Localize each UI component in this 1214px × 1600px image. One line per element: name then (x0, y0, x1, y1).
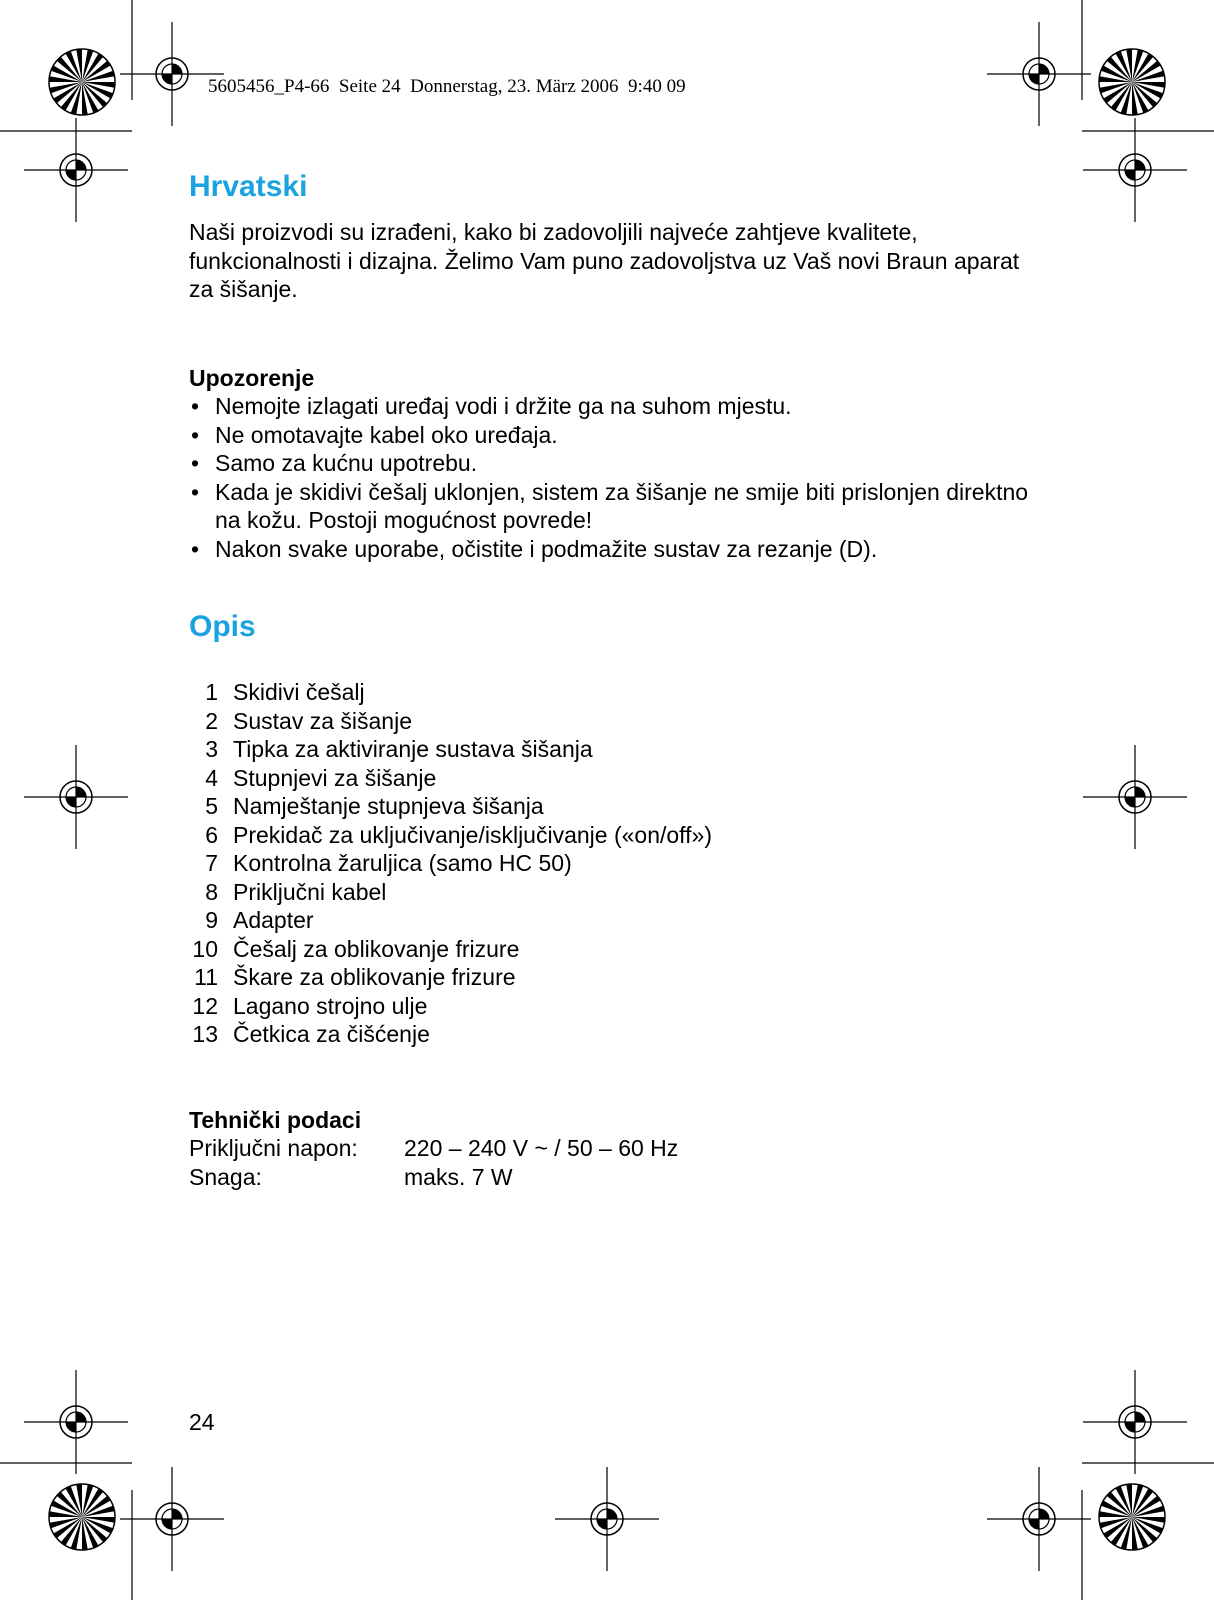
spec-value: maks. 7 W (404, 1163, 513, 1190)
warning-item-text: Kada je skidivi češalj uklonjen, sistem za šišanje ne smije biti prislonjen direktno na kožu. Postoji mogućnost povrede! (215, 478, 1029, 533)
item-label: Priključni kabel (233, 878, 387, 905)
item-label: Prekidač za uključivanje/isključivanje («on/off») (233, 821, 712, 848)
item-number: 11 (194, 964, 218, 990)
warning-item-text: Nemojte izlagati uređaj vodi i držite ga na suhom mjestu. (215, 393, 792, 419)
warning-item (189, 535, 1039, 564)
warning-list (189, 392, 1039, 563)
warning-heading: Upozorenje (189, 365, 315, 391)
item-number: 1 (205, 679, 218, 705)
registration-crosshair-icon (24, 745, 128, 849)
list-item (189, 878, 712, 907)
starburst-target-icon (1099, 49, 1165, 115)
item-number: 8 (205, 878, 218, 905)
list-item (189, 735, 712, 764)
list-item (189, 707, 712, 736)
list-item (189, 1020, 712, 1049)
item-label: Namještanje stupnjeva šišanja (233, 793, 544, 819)
item-label: Češalj za oblikovanje frizure (233, 935, 520, 962)
list-item (189, 678, 712, 707)
list-item (189, 906, 712, 935)
starburst-target-icon (49, 49, 115, 115)
warning-item-text: Nakon svake uporabe, očistite i podmažite sustav za rezanje (D). (215, 535, 878, 562)
bullet: • (191, 478, 200, 505)
spec-label: Snaga: (189, 1163, 262, 1190)
bullet: • (191, 421, 200, 448)
spec-row-power (189, 1163, 678, 1192)
list-item (189, 849, 712, 878)
list-item (189, 764, 712, 793)
registration-crosshair-icon (987, 22, 1091, 126)
warning-item (189, 449, 1039, 478)
warning-item (189, 421, 1039, 450)
registration-crosshair-icon (987, 1467, 1091, 1571)
item-number: 12 (192, 992, 218, 1019)
item-label: Sustav za šišanje (233, 707, 412, 734)
list-item (189, 792, 712, 821)
item-label: Kontrolna žaruljica (samo HC 50) (233, 850, 572, 876)
page-number: 24 (189, 1409, 215, 1435)
warning-item-text: Samo za kućnu upotrebu. (215, 450, 478, 476)
intro-title: Hrvatski (189, 170, 308, 203)
print-slug: 5605456_P4-66 Seite 24 Donnerstag, 23. März 2006 9:40 09 (208, 76, 686, 97)
item-label: Adapter (233, 907, 314, 933)
item-number: 10 (192, 935, 218, 962)
intro-text: Naši proizvodi su izrađeni, kako bi zadovoljili najveće zahtjeve kvalitete, funkcionalnosti i dizajna. Želimo Vam puno zadovoljstva uz Vaš novi Braun aparat za šišanje. (189, 219, 1020, 302)
warning-item-text: Ne omotavajte kabel oko uređaja. (215, 421, 558, 448)
list-item (189, 963, 712, 992)
registration-crosshair-icon (120, 22, 224, 126)
item-number: 5 (205, 793, 218, 819)
item-label: Škare za oblikovanje frizure (233, 964, 516, 990)
bullet: • (191, 535, 200, 562)
item-number: 7 (205, 850, 218, 876)
registration-crosshair-icon (1083, 745, 1187, 849)
item-number: 3 (205, 736, 218, 762)
registration-crosshair-icon (120, 1467, 224, 1571)
item-number: 9 (205, 907, 218, 933)
item-number: 4 (205, 764, 218, 791)
item-label: Tipka za aktiviranje sustava šišanja (233, 736, 593, 762)
spec-value: 220 – 240 V ~ / 50 – 60 Hz (404, 1135, 679, 1161)
bullet: • (191, 450, 200, 476)
spec-label: Priključni napon: (189, 1135, 358, 1161)
registration-crosshair-icon (24, 1370, 128, 1474)
tech-specs (189, 1134, 678, 1191)
list-item (189, 992, 712, 1021)
starburst-target-icon (49, 1484, 115, 1550)
item-label: Skidivi češalj (233, 679, 365, 705)
warning-item (189, 392, 1039, 421)
registration-crosshair-icon (555, 1467, 659, 1571)
registration-crosshair-icon (24, 118, 128, 222)
warning-item (189, 478, 1039, 535)
registration-crosshair-icon (1083, 118, 1187, 222)
parts-list (189, 678, 712, 1049)
tech-heading: Tehnički podaci (189, 1107, 362, 1133)
registration-crosshair-icon (1083, 1370, 1187, 1474)
item-number: 6 (205, 821, 218, 848)
list-item (189, 821, 712, 850)
item-label: Stupnjevi za šišanje (233, 764, 437, 791)
item-label: Četkica za čišćenje (233, 1021, 430, 1047)
description-title: Opis (189, 610, 256, 643)
starburst-target-icon (1099, 1484, 1165, 1550)
item-number: 2 (205, 707, 218, 734)
item-label: Lagano strojno ulje (233, 992, 428, 1019)
list-item (189, 935, 712, 964)
item-number: 13 (192, 1021, 218, 1047)
spec-row-voltage (189, 1134, 678, 1163)
bullet: • (191, 393, 200, 419)
